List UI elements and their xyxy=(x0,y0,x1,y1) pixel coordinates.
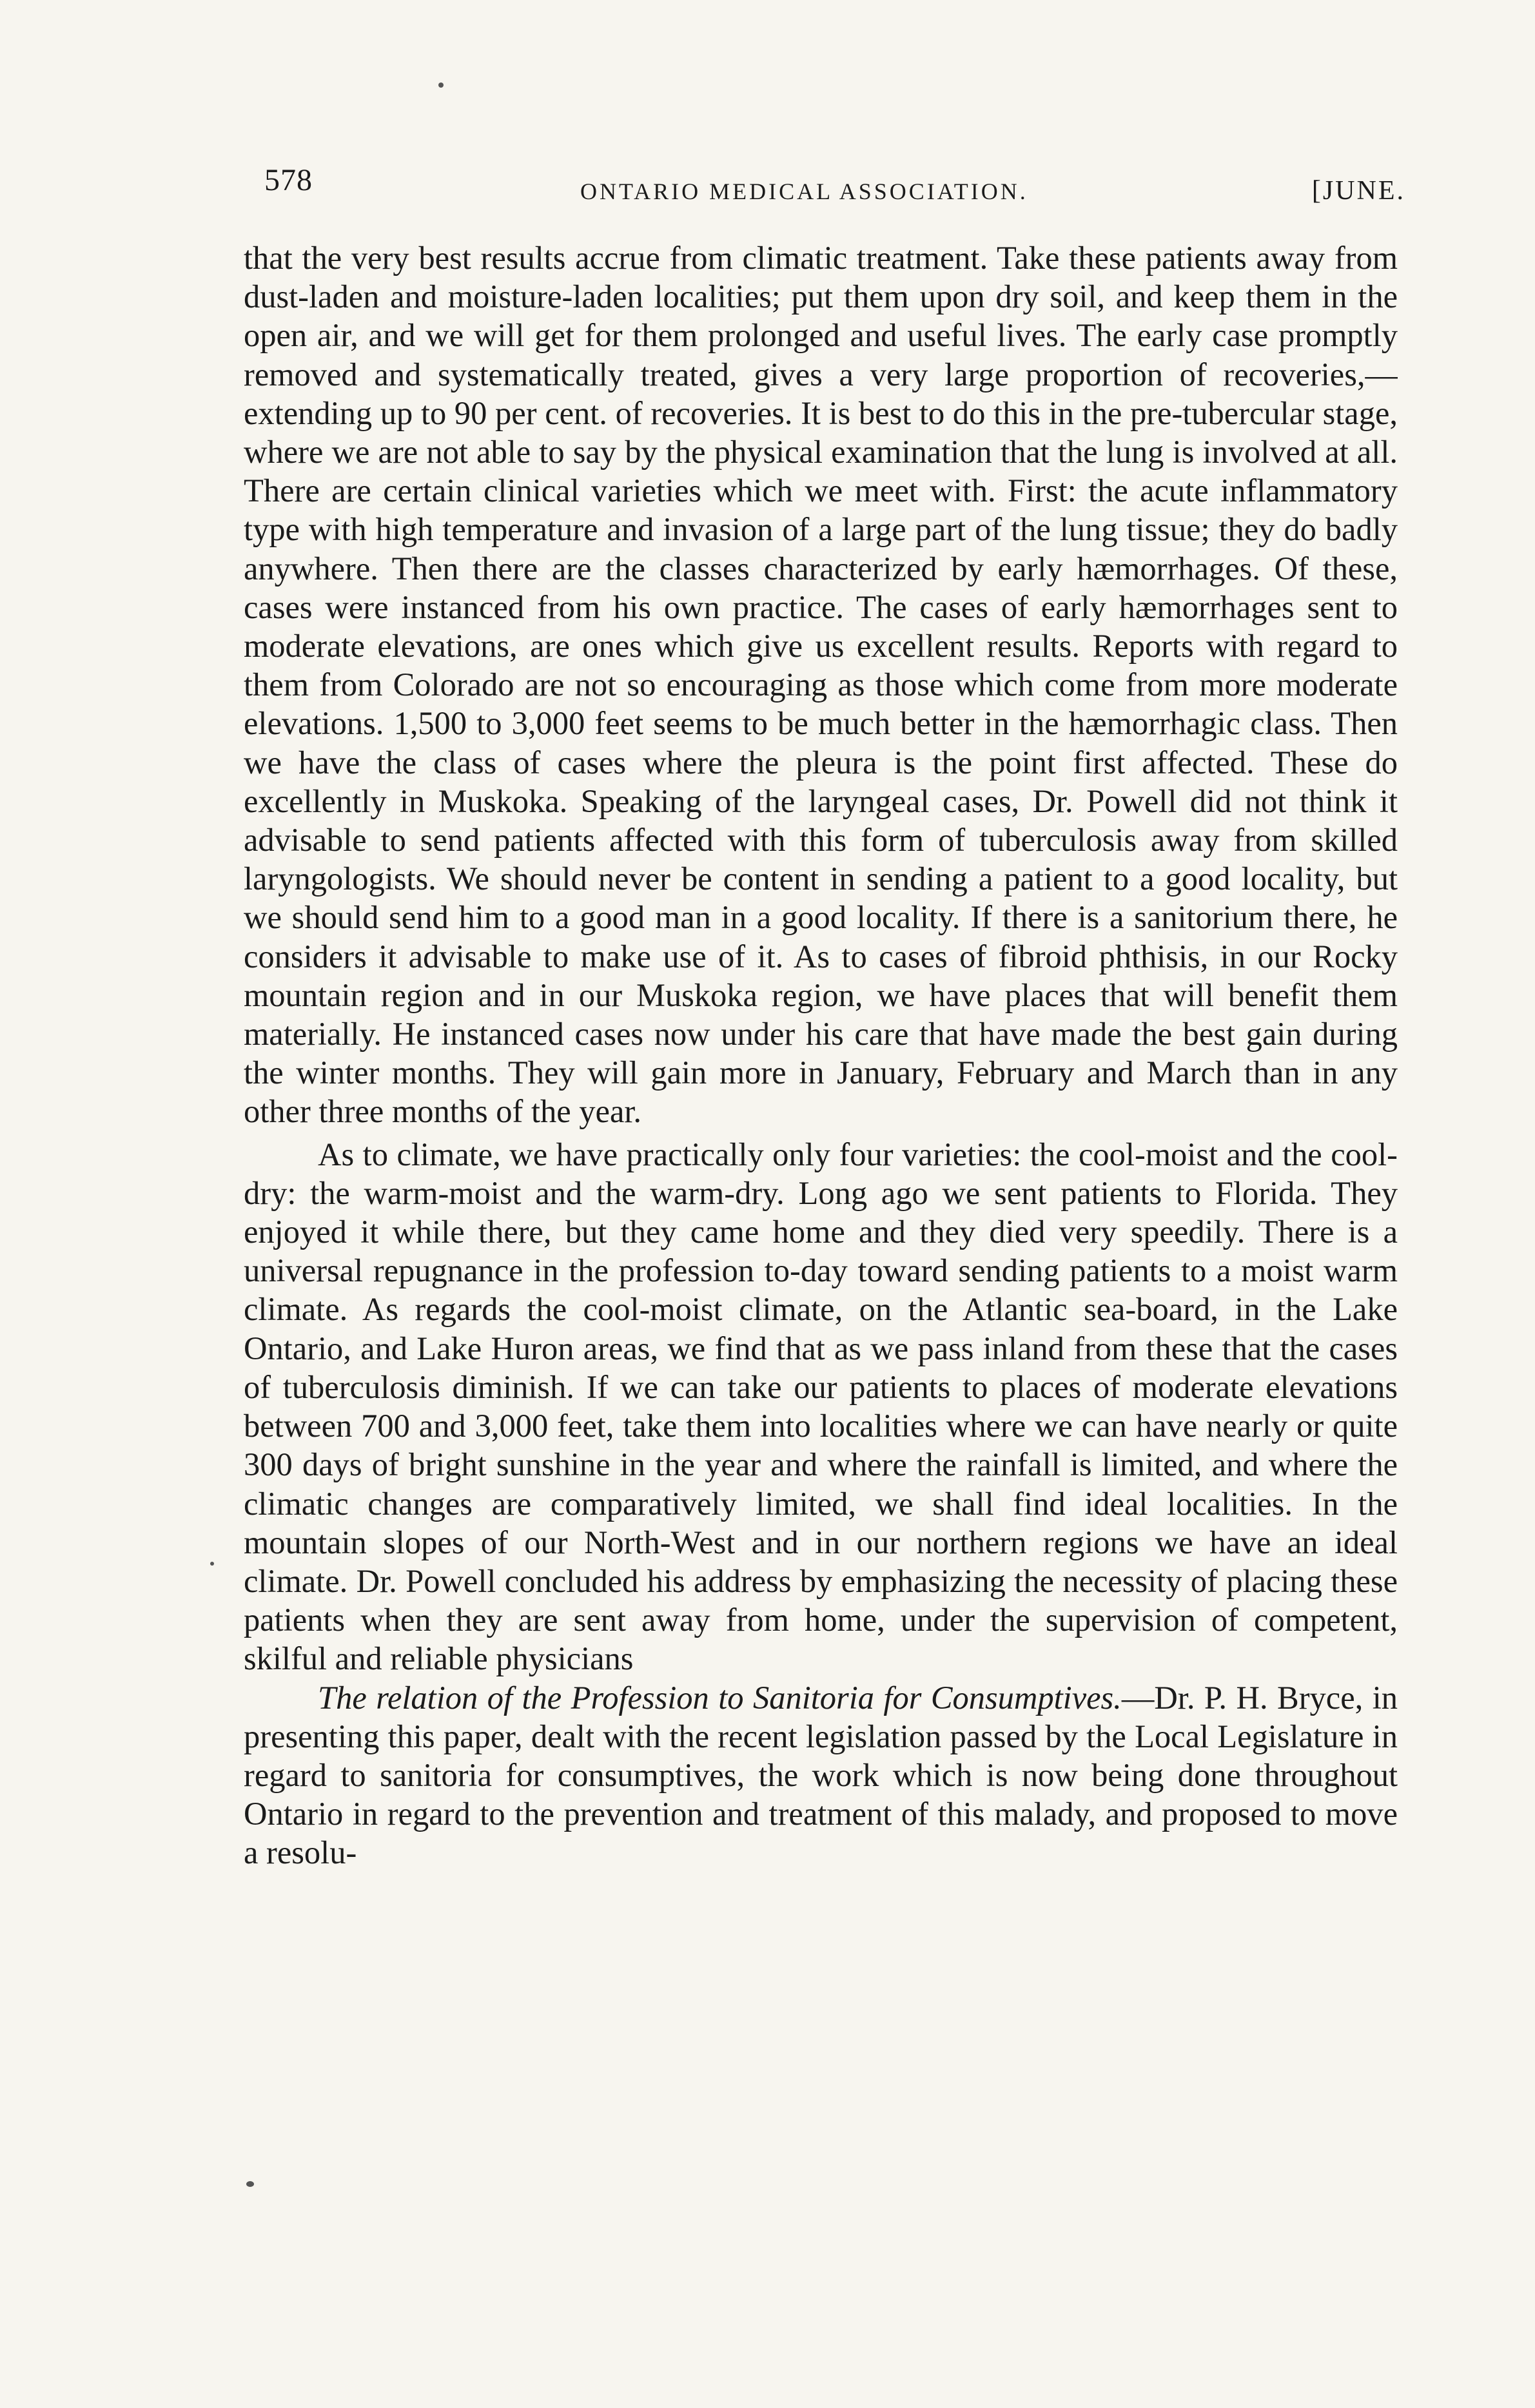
running-title: ONTARIO MEDICAL ASSOCIATION. xyxy=(580,179,1028,204)
paragraph-climate-varieties: As to climate, we have practically only four varieties: the cool-moist and the cool-dry: the warm-moist and the warm-dry. Long ago we sent patients to Florida. They enjoyed it while there, but they came home and they died very speedily. There is a universal repugnance in the profession to-day toward sending patients to a moist warm climate. As regards the cool-moist climate, on the Atlantic sea-board, in the Lake Ontario, and Lake Huron areas, we find that as we pass inland from these that the cases of tuberculosis diminish. If we can take our patients to places of moderate elevations between 700 and 3,000 feet, take them into localities where we can have nearly or quite 300 days of bright sunshine in the year and where the rainfall is limited, and where the climatic changes are comparatively limited, we shall find ideal localities. In the mountain slopes of our North-West and in our northern regions we have an ideal climate. Dr. Powell concluded his address by emphasizing the necessity of placing these patients when they are sent away from home, under the supervision of competent, skilful and reliable physicians xyxy=(244,1136,1398,1677)
header-date: [JUNE. xyxy=(1311,176,1405,206)
paragraph-climatic-treatment: that the very best results accrue from climatic treatment. Take these patients away from dust-laden and moisture-laden localities; put them upon dry soil, and keep them in the open air, and we will get for them prolonged and useful lives. The early case promptly removed and systematically treated, gives a very large proportion of recoveries,—extending up to 90 per cent. of recoveries. It is best to do this in the pre-tubercular stage, where we are not able to say by the physical examination that the lung is involved at all. There are certain clinical varieties which we meet with. First: the acute inflammatory type with high temperature and invasion of a large part of the lung tissue; they do badly anywhere. Then there are the classes characterized by early hæmorrhages. Of these, cases were instanced from his own practice. The cases of early hæmorrhages sent to moderate elevations, are ones which give us excellent results. Reports with regard to them from Colorado are not so encouraging as those which come from more moderate elevations. 1,500 to 3,000 feet seems to be much better in the hæmorrhagic class. Then we have the class of cases where the pleura is the point first affected. These do excellently in Muskoka. Speaking of the laryngeal cases, Dr. Powell did not think it advisable to send patients affected with this form of tuberculosis away from skilled laryngologists. We should never be content in sending a patient to a good locality, but we should send him to a good man in a good locality. If there is a sanitorium there, he considers it advisable to make use of it. As to cases of fibroid phthisis, in our Rocky mountain region and in our Muskoka region, we have places that will benefit them materially. He instanced cases now under his care that have made the best gain during the winter months. They will gain more in January, February and March than in any other three months of the year. xyxy=(244,240,1398,1130)
body-text xyxy=(244,238,1398,2095)
paragraph-sanitoria-text: —Dr. P. H. Bryce, in presenting this paper, dealt with the recent legislation passed by the Local Legislature in regard to sanitoria for consumptives, the work which is now being done throughout Ontario in regard to the prevention and treatment of this malady, and proposed to move a resolu- xyxy=(244,1679,1398,1871)
paragraph-sanitoria xyxy=(244,1678,1398,1872)
section-title: The relation of the Profession to Sanitoria for Consumptives. xyxy=(318,1679,1122,1716)
scan-speck xyxy=(246,2181,254,2187)
scan-speck xyxy=(210,1562,214,1566)
scan-speck xyxy=(438,83,444,88)
page-header xyxy=(245,150,1418,208)
page-number: 578 xyxy=(264,163,313,197)
